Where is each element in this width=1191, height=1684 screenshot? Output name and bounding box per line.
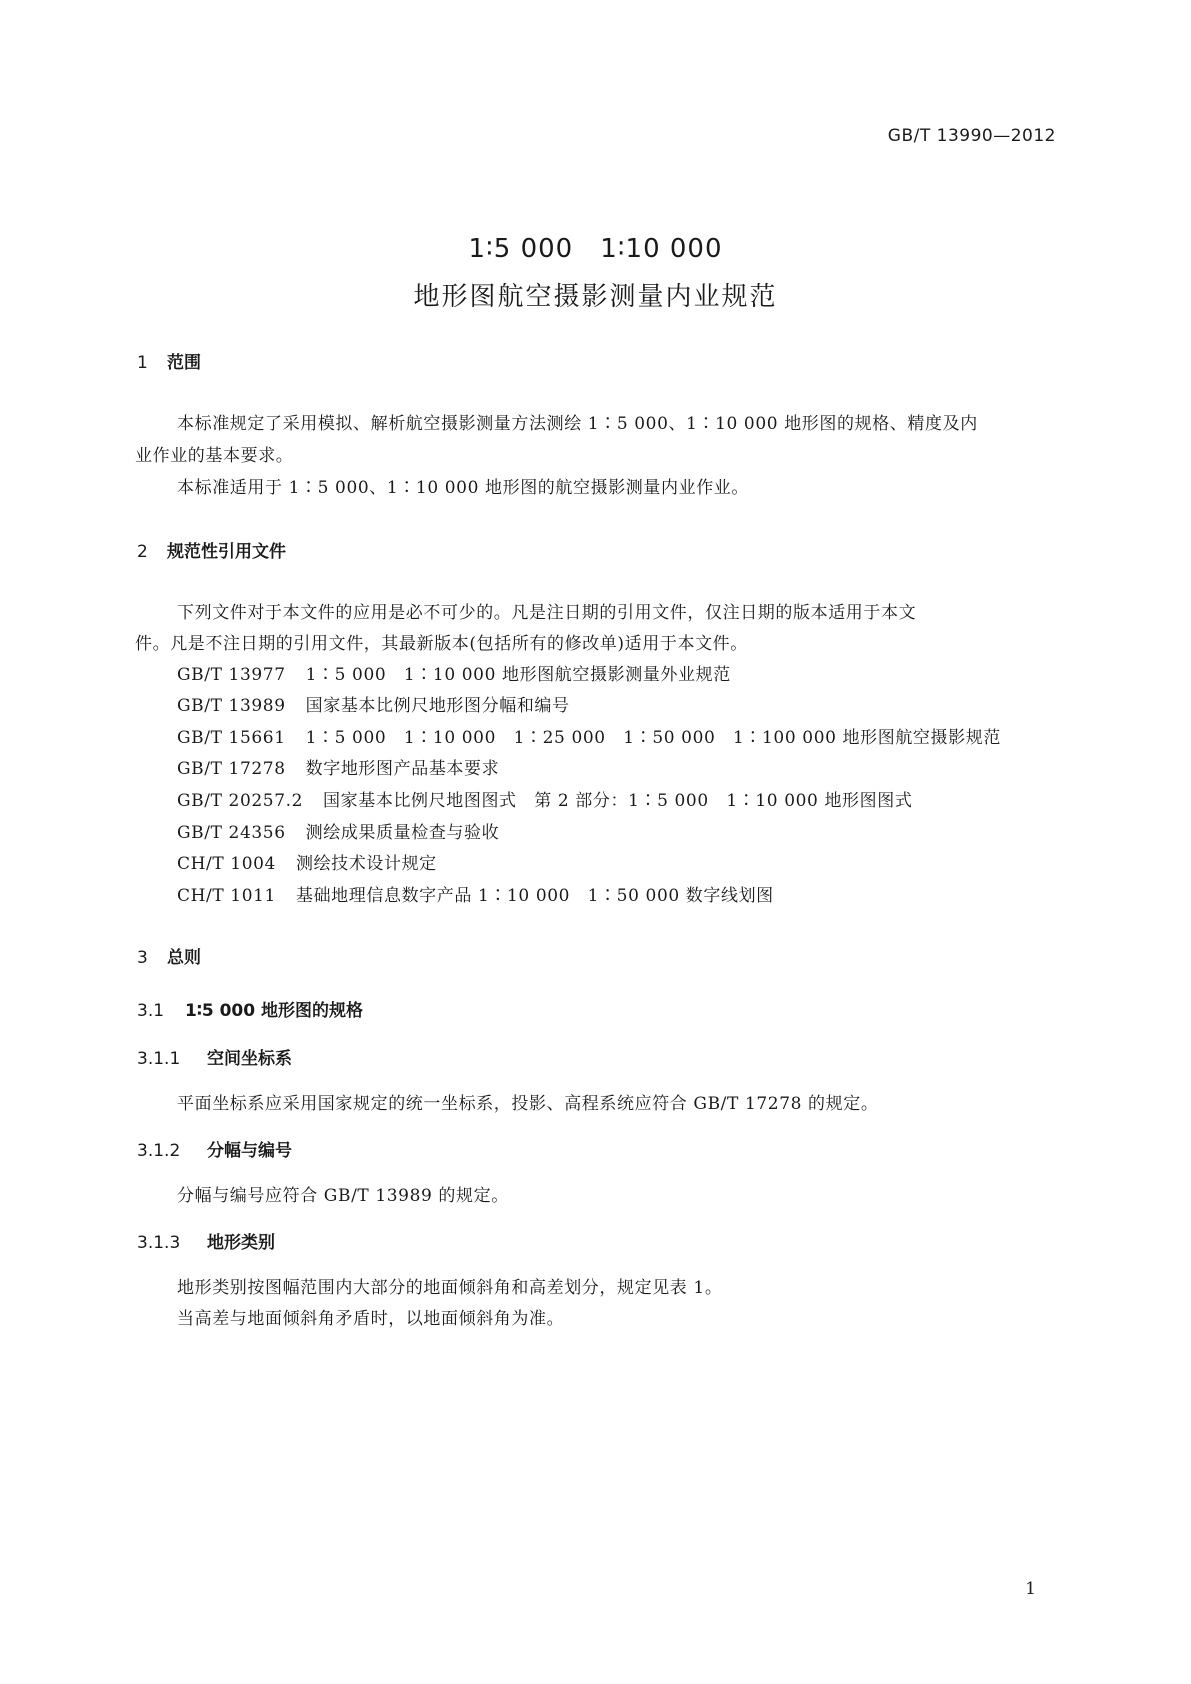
title-main: 地形图航空摄影测量内业规范 — [413, 282, 778, 312]
section-heading-3 — [137, 943, 201, 968]
section-number: 3.1.2 — [137, 1141, 181, 1161]
paragraph: 下列文件对于本文件的应用是必不可少的。凡是注日期的引用文件，仅注日期的版本适用于本文 — [177, 603, 917, 623]
paragraph: 当高差与地面倾斜角矛盾时，以地面倾斜角为准。 — [177, 1309, 565, 1329]
reference-code: CH/T 1004 — [177, 854, 276, 874]
paragraph: 地形类别按图幅范围内大部分的地面倾斜角和高差划分，规定见表 1。 — [177, 1278, 723, 1298]
section-title: 1∶5 000 地形图的规格 — [185, 1001, 363, 1021]
section-number: 3.1 — [137, 1001, 165, 1021]
reference-item — [177, 754, 499, 779]
section-title: 总则 — [167, 948, 201, 968]
subsection-heading-3-1-2 — [137, 1136, 292, 1161]
section-title: 规范性引用文件 — [167, 542, 286, 562]
reference-title: 数字地形图产品基本要求 — [305, 759, 500, 779]
subsection-heading-3-1-1 — [137, 1044, 292, 1069]
section-number: 2 — [137, 542, 148, 562]
section-number: 3.1.1 — [137, 1049, 181, 1069]
title-scale: 1∶5 000 1∶10 000 — [468, 234, 723, 264]
paragraph-continuation: 业作业的基本要求。 — [135, 446, 294, 466]
standard-code: GB/T 13990—2012 — [887, 126, 1056, 146]
paragraph: 本标准适用于 1∶5 000、1∶10 000 地形图的航空摄影测量内业作业。 — [177, 478, 749, 498]
paragraph: 本标准规定了采用模拟、解析航空摄影测量方法测绘 1∶5 000、1∶10 000 地形图的规格、精度及内 — [177, 414, 978, 434]
paragraph-continuation: 件。凡是不注日期的引用文件，其最新版本(包括所有的修改单)适用于本文件。 — [135, 634, 748, 654]
reference-code: GB/T 13989 — [177, 696, 286, 716]
reference-item — [177, 786, 912, 811]
reference-code: GB/T 17278 — [177, 759, 286, 779]
section-title: 地形类别 — [207, 1233, 275, 1253]
reference-item — [177, 881, 774, 906]
section-title: 范围 — [167, 353, 201, 373]
reference-item — [177, 723, 1001, 748]
paragraph: 平面坐标系应采用国家规定的统一坐标系，投影、高程系统应符合 GB/T 17278 的规定。 — [177, 1094, 879, 1114]
section-number: 1 — [137, 353, 148, 373]
subsection-heading-3-1 — [137, 996, 363, 1021]
reference-title: 基础地理信息数字产品 1∶10 000 1∶50 000 数字线划图 — [295, 886, 774, 906]
reference-item — [177, 691, 570, 716]
reference-title: 国家基本比例尺地图图式 第 2 部分：1∶5 000 1∶10 000 地形图图式 — [323, 791, 913, 811]
page-number: 1 — [1025, 1579, 1036, 1599]
section-title: 分幅与编号 — [207, 1141, 292, 1161]
section-heading-1 — [137, 348, 201, 373]
paragraph: 分幅与编号应符合 GB/T 13989 的规定。 — [177, 1186, 509, 1206]
subsection-heading-3-1-3 — [137, 1228, 275, 1253]
reference-code: GB/T 24356 — [177, 823, 286, 843]
section-number: 3.1.3 — [137, 1233, 181, 1253]
reference-title: 国家基本比例尺地形图分幅和编号 — [305, 696, 570, 716]
reference-title: 1∶5 000 1∶10 000 1∶25 000 1∶50 000 1∶100 000 地形图航空摄影规范 — [305, 728, 1001, 748]
reference-code: CH/T 1011 — [177, 886, 276, 906]
section-heading-2 — [137, 537, 286, 562]
section-title: 空间坐标系 — [207, 1049, 292, 1069]
reference-title: 测绘成果质量检查与验收 — [305, 823, 500, 843]
reference-title: 1∶5 000 1∶10 000 地形图航空摄影测量外业规范 — [305, 665, 731, 685]
reference-code: GB/T 13977 — [177, 665, 286, 685]
reference-item — [177, 849, 437, 874]
reference-code: GB/T 20257.2 — [177, 791, 304, 811]
section-number: 3 — [137, 948, 148, 968]
reference-code: GB/T 15661 — [177, 728, 286, 748]
reference-item — [177, 660, 731, 685]
reference-title: 测绘技术设计规定 — [295, 854, 437, 874]
reference-item — [177, 818, 499, 843]
